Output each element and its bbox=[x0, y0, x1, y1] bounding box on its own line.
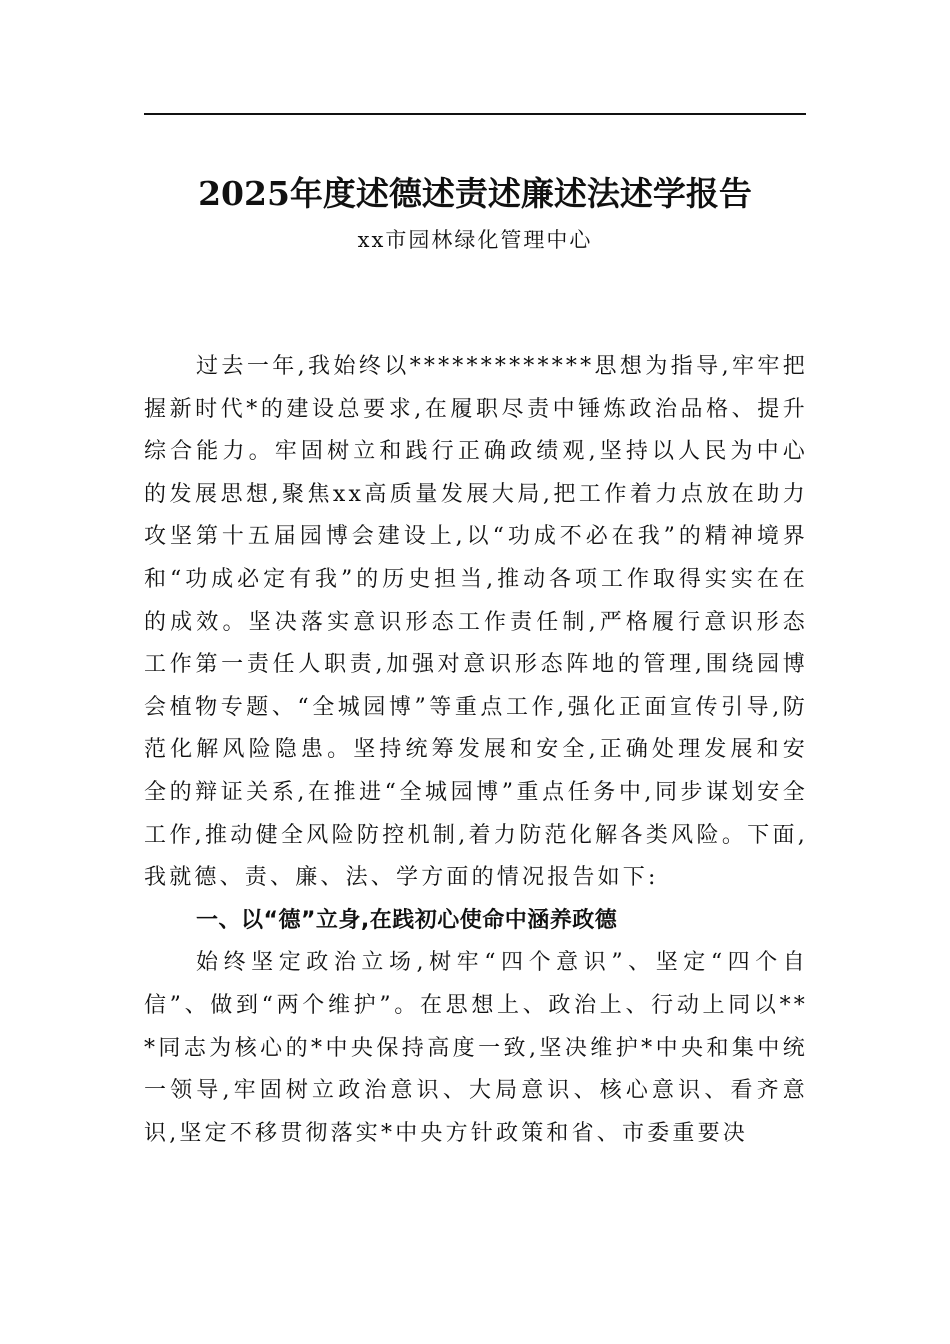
header-rule bbox=[144, 113, 806, 115]
section-1-paragraph: 始终坚定政治立场,树牢“四个意识”、坚定“四个自信”、做到“两个维护”。在思想上、政治上、行动上同以***同志为核心的*中央保持高度一致,坚决维护*中央和集中统一领导,牢固树立政治意识、大局意识、核心意识、看齐意识,坚定不移贯彻落实*中央方针政策和省、市委重要决 bbox=[144, 950, 808, 1146]
section-heading-1: 一、以“德”立身,在践初心使命中涵养政德 bbox=[196, 907, 618, 933]
document-body bbox=[144, 346, 808, 1155]
intro-paragraph: 过去一年,我始终以*************思想为指导,牢牢把握新时代*的建设总要求,在履职尽责中锤炼政治品格、提升综合能力。牢固树立和践行正确政绩观,坚持以人民为中心的发展思想,聚焦xx高质量发展大局,把工作着力点放在助力攻坚第十五届园博会建设上,以“功成不必在我”的精神境界和“功成必定有我”的历史担当,推动各项工作取得实实在在的成效。坚决落实意识形态工作责任制,严格履行意识形态工作第一责任人职责,加强对意识形态阵地的管理,围绕园博会植物专题、“全城园博”等重点工作,强化正面宣传引导,防范化解风险隐患。坚持统筹发展和安全,正确处理发展和安全的辩证关系,在推进“全城园博”重点任务中,同步谋划安全工作,推动健全风险防控机制,着力防范化解各类风险。下面,我就德、责、廉、法、学方面的情况报告如下: bbox=[144, 354, 808, 891]
document-title: 2025年度述德述责述廉述法述学报告 bbox=[198, 174, 752, 213]
document-subtitle: xx市园林绿化管理中心 bbox=[357, 228, 593, 252]
